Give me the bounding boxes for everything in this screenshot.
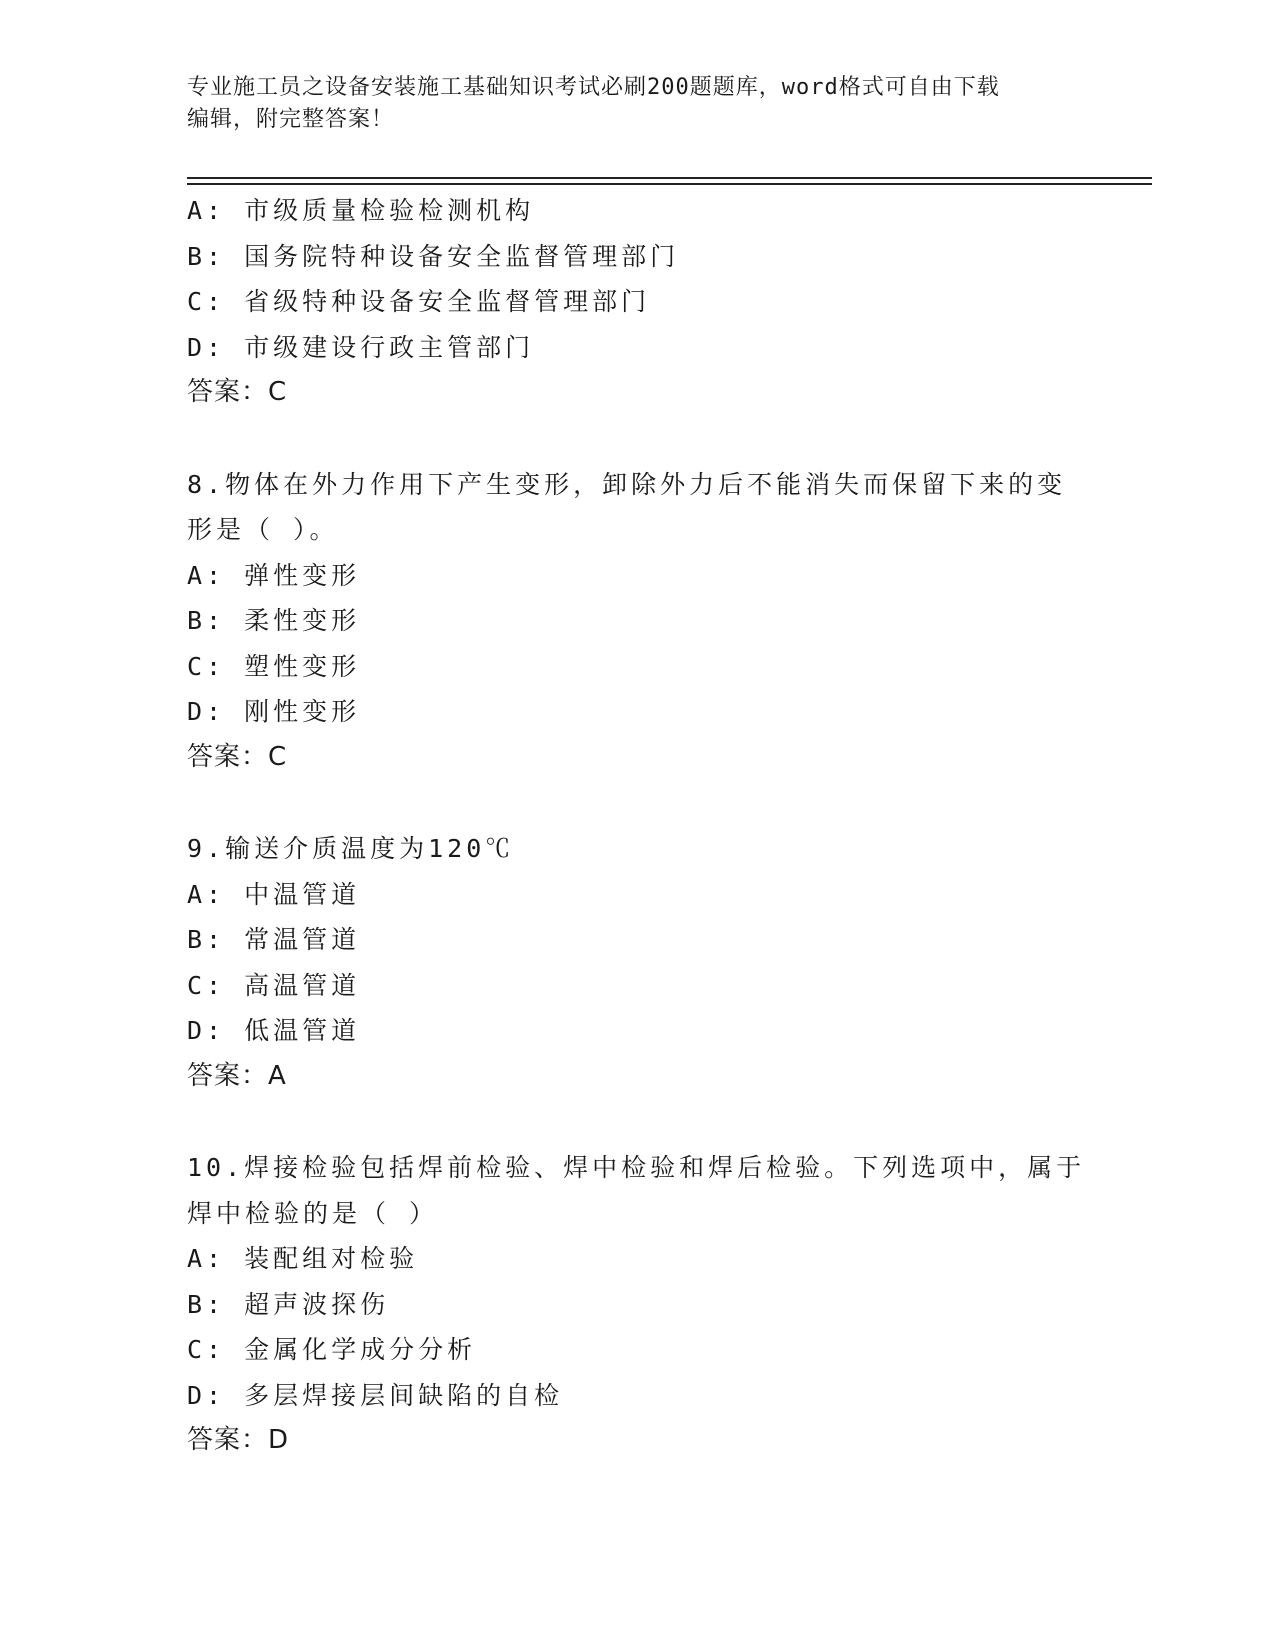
option-b: B: 常温管道 bbox=[187, 925, 361, 954]
answer: 答案：A bbox=[187, 1060, 287, 1091]
option-c: C: 省级特种设备安全监督管理部门 bbox=[187, 287, 651, 316]
question-stem: 9.输送介质温度为120℃ bbox=[187, 834, 515, 863]
question-7 bbox=[187, 188, 1152, 416]
question-9 bbox=[187, 826, 1152, 1099]
option-c: C: 塑性变形 bbox=[187, 651, 361, 681]
option-a: A: 市级质量检验检测机构 bbox=[187, 196, 535, 225]
spacer bbox=[187, 780, 1152, 826]
header-divider-bottom bbox=[187, 183, 1152, 185]
question-stem-continued: 形是（ ）。 bbox=[187, 515, 339, 544]
spacer bbox=[187, 1099, 1152, 1145]
header-divider-top bbox=[187, 177, 1152, 179]
option-b: B: 国务院特种设备安全监督管理部门 bbox=[187, 241, 680, 271]
option-d: D: 刚性变形 bbox=[187, 697, 361, 726]
answer: 答案：D bbox=[187, 1425, 290, 1455]
question-stem-continued: 焊中检验的是（ ） bbox=[187, 1198, 439, 1228]
question-stem: 8.物体在外力作用下产生变形，卸除外力后不能消失而保留下来的变 bbox=[187, 469, 1067, 499]
answer: 答案：C bbox=[187, 377, 288, 407]
option-c: C: 金属化学成分分析 bbox=[187, 1335, 477, 1364]
spacer bbox=[187, 416, 1152, 462]
option-d: D: 市级建设行政主管部门 bbox=[187, 332, 535, 362]
answer: 答案：C bbox=[187, 741, 288, 772]
question-10 bbox=[187, 1145, 1152, 1464]
document-header bbox=[187, 72, 1087, 136]
document-title-line-1: 专业施工员之设备安装施工基础知识考试必刷200题题库，word格式可自由下载 bbox=[187, 75, 1000, 100]
question-list bbox=[187, 188, 1152, 1464]
question-stem: 10.焊接检验包括焊前检验、焊中检验和焊后检验。下列选项中，属于 bbox=[187, 1153, 1086, 1182]
question-8 bbox=[187, 462, 1152, 781]
option-c: C: 高温管道 bbox=[187, 970, 361, 1000]
option-a: A: 中温管道 bbox=[187, 879, 361, 909]
option-d: D: 低温管道 bbox=[187, 1016, 361, 1045]
option-a: A: 装配组对检验 bbox=[187, 1244, 419, 1273]
option-b: B: 超声波探伤 bbox=[187, 1289, 390, 1319]
option-b: B: 柔性变形 bbox=[187, 606, 361, 635]
document-title-line-2: 编辑，附完整答案！ bbox=[187, 107, 395, 132]
option-a: A: 弹性变形 bbox=[187, 560, 361, 590]
option-d: D: 多层焊接层间缺陷的自检 bbox=[187, 1380, 564, 1410]
